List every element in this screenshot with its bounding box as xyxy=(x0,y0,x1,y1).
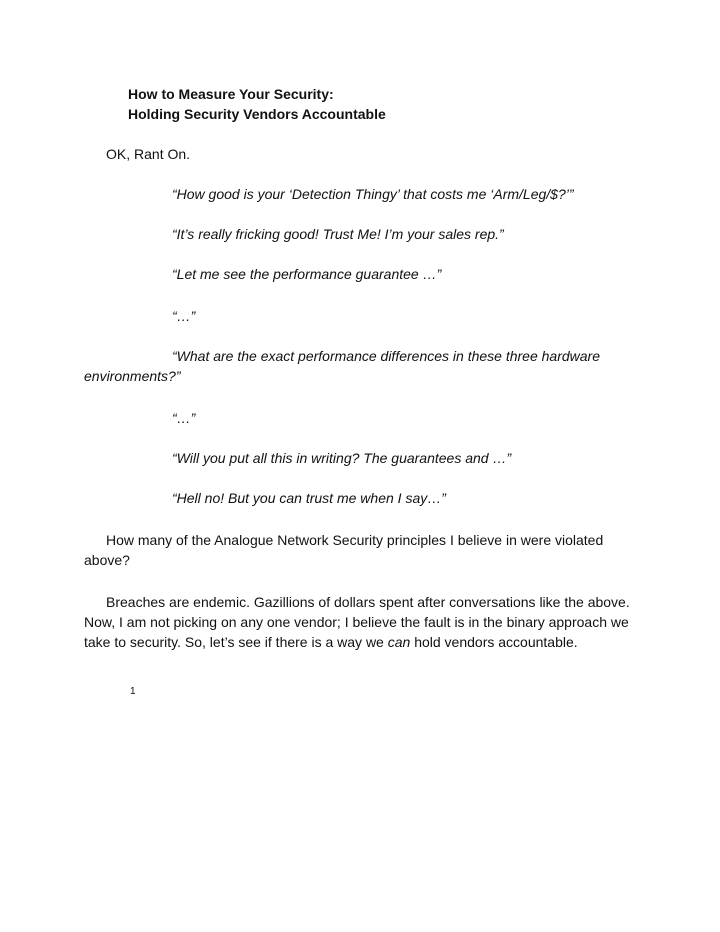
quote-hardware-environments xyxy=(84,346,644,386)
quote-sales-rep: “It’s really fricking good! Trust Me! I’m your sales rep.” xyxy=(172,226,504,242)
paragraph-principles xyxy=(84,530,644,570)
paragraph-breaches-line-3 xyxy=(84,632,644,652)
paragraph-principles-line-1: How many of the Analogue Network Security principles I believe in were violated xyxy=(106,532,604,548)
quote-ellipsis-2: “…” xyxy=(172,410,196,426)
emphasis-can: can xyxy=(387,634,411,650)
paragraph-breaches-line-1: Breaches are endemic. Gazillions of dollars spent after conversations like the above. xyxy=(106,594,630,610)
quote-in-writing: “Will you put all this in writing? The guarantees and …” xyxy=(172,450,512,466)
footnote-number: 1 xyxy=(130,686,136,697)
paragraph-breaches-line-3-before: take to security. So, let’s see if there is a way we xyxy=(84,634,388,650)
quote-ellipsis-1: “…” xyxy=(172,308,196,324)
quote-hardware-line-1: “What are the exact performance differences in these three hardware xyxy=(172,348,600,364)
quote-detection-thingy: “How good is your ‘Detection Thingy’ that costs me ‘Arm/Leg/$?’” xyxy=(172,186,574,202)
paragraph-principles-line-2: above? xyxy=(84,552,130,568)
quote-hardware-line-2: environments?” xyxy=(84,368,181,384)
paragraph-breaches xyxy=(84,592,644,652)
paragraph-breaches-line-2: Now, I am not picking on any one vendor; I believe the fault is in the binary approach we xyxy=(84,614,629,630)
quote-performance-guarantee: “Let me see the performance guarantee …” xyxy=(172,266,442,282)
document-title-line-1: How to Measure Your Security: xyxy=(128,86,334,102)
rant-line: OK, Rant On. xyxy=(106,146,191,162)
document-title-line-2: Holding Security Vendors Accountable xyxy=(128,106,386,122)
paragraph-breaches-line-3-after: hold vendors accountable. xyxy=(410,634,578,650)
quote-hell-no: “Hell no! But you can trust me when I say…” xyxy=(172,490,446,506)
